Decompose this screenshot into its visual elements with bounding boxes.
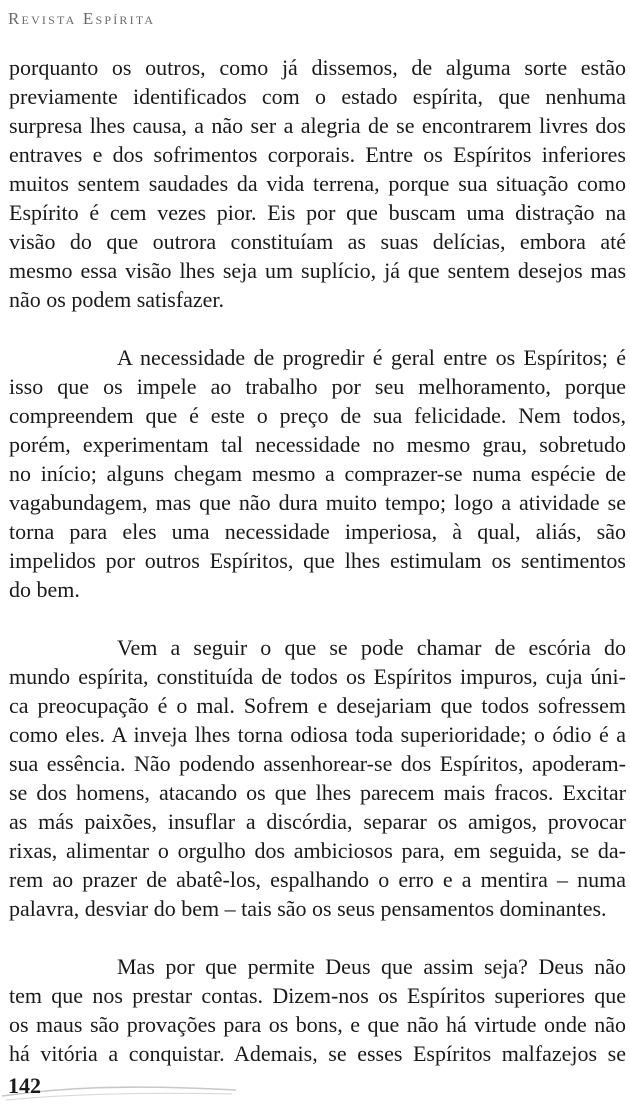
text-line: as más paixões, insuflar a discórdia, separar os amigos, provocar bbox=[9, 809, 626, 834]
text-line: muitos sentem saudades da vida terrena, porque sua situação como bbox=[9, 171, 626, 196]
text-line: mundo espírita, constituída de todos os Espíritos impuros, cuja úni- bbox=[9, 664, 626, 689]
text-line: rixas, alimentar o orgulho dos ambiciosos para, em seguida, se da- bbox=[9, 838, 626, 863]
text-line: ca preocupação é o mal. Sofrem e desejariam que todos sofressem bbox=[9, 693, 626, 718]
text-line: palavra, desviar do bem – tais são os seus pensamentos dominantes. bbox=[9, 896, 607, 921]
running-head-title: Revista Espírita bbox=[8, 9, 156, 28]
text-line: A necessidade de progredir é geral entre os Espíritos; é bbox=[117, 345, 626, 370]
text-line: do bem. bbox=[9, 577, 80, 602]
paragraph-1 bbox=[9, 53, 626, 314]
text-line: compreendem que é este o preço de sua felicidade. Nem todos, bbox=[9, 403, 626, 428]
page-number: 142 bbox=[8, 1073, 41, 1098]
text-line: não os podem satisfazer. bbox=[9, 287, 225, 312]
text-line: se dos homens, atacando os que lhes parecem mais fracos. Excitar bbox=[9, 780, 626, 805]
paragraph-3 bbox=[9, 633, 626, 923]
text-line: tem que nos prestar contas. Dizem-nos os Espíritos superiores que bbox=[9, 983, 626, 1008]
paragraph-2 bbox=[9, 343, 626, 604]
text-line: Espírito é cem vezes pior. Eis por que buscam uma distração na bbox=[9, 200, 626, 225]
text-line: previamente identificados com o estado espírita, que nenhuma bbox=[9, 84, 626, 109]
text-line: rem ao prazer de abatê-los, espalhando o erro e a mentira – numa bbox=[9, 867, 626, 892]
text-line: impelidos por outros Espíritos, que lhes estimulam os sentimentos bbox=[9, 548, 626, 573]
text-line: mesmo essa visão lhes seja um suplício, já que sentem desejos mas bbox=[9, 258, 626, 283]
text-line: isso que os impele ao trabalho por seu melhoramento, porque bbox=[9, 374, 626, 399]
text-line: porém, experimentam tal necessidade no mesmo grau, sobretudo bbox=[9, 432, 626, 457]
text-line: vagabundagem, mas que não dura muito tempo; logo a atividade se bbox=[9, 490, 626, 515]
text-line: visão do que outrora constituíam as suas delícias, embora até bbox=[9, 229, 626, 254]
text-line: entraves e dos sofrimentos corporais. Entre os Espíritos inferiores bbox=[9, 142, 626, 167]
text-line: porquanto os outros, como já dissemos, de alguma sorte estão bbox=[9, 55, 626, 80]
paragraph-4 bbox=[9, 952, 626, 1068]
text-line: os maus são provações para os bons, e que não há virtude onde não bbox=[9, 1012, 626, 1037]
text-line: surpresa lhes causa, a não ser a alegria de se encontrarem livres dos bbox=[9, 113, 626, 138]
text-line: como eles. A inveja lhes torna odiosa toda superioridade; o ódio é a bbox=[9, 722, 626, 747]
text-line: Vem a seguir o que se pode chamar de escória do bbox=[117, 635, 626, 660]
text-line: Mas por que permite Deus que assim seja? Deus não bbox=[117, 954, 626, 979]
text-line: sua essência. Não podendo assenhorear-se dos Espíritos, apoderam- bbox=[9, 751, 626, 776]
text-line: há vitória a conquistar. Ademais, se esses Espíritos malfazejos se bbox=[9, 1041, 626, 1066]
text-line: torna para eles uma necessidade imperiosa, à qual, aliás, são bbox=[9, 519, 626, 544]
body-text bbox=[9, 53, 626, 1068]
text-line: no início; alguns chegam mesmo a comprazer-se numa espécie de bbox=[9, 461, 626, 486]
